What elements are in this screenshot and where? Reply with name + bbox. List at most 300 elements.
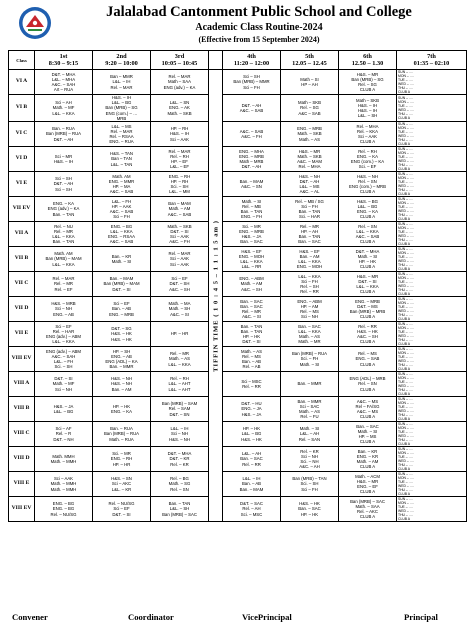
subject-teacher: Rel. – NU — [54, 223, 73, 229]
subject-teacher: D&T. – SI — [112, 286, 131, 292]
subject-teacher: Ban. – KR — [357, 448, 378, 454]
period-cell — [281, 472, 339, 497]
subject-teacher: Sci. – FH — [300, 356, 319, 362]
period-cell — [35, 447, 93, 472]
subject-teacher: ENG. – AK — [169, 105, 190, 111]
subject-teacher: Math. – MF — [52, 105, 75, 111]
subject-teacher: Rel. – KKA — [356, 128, 379, 134]
period-cell — [93, 472, 151, 497]
subject-teacher: Ban. – AM — [111, 386, 132, 392]
subject-teacher: L&L. – KKA — [110, 228, 133, 234]
period-cell — [281, 147, 339, 172]
subject-teacher: Math. – SKB — [167, 223, 192, 229]
period-7-cell — [397, 322, 467, 347]
subject-teacher: H&S. – JA — [241, 411, 262, 417]
subject-teacher: HP. – MA — [112, 184, 131, 190]
principal-signature: Principal — [404, 612, 438, 622]
subject-teacher: Math. – SKB — [297, 153, 322, 159]
subject-teacher: Rel. – NU/SG — [108, 501, 135, 507]
subject-teacher: Math – MRB — [239, 159, 264, 165]
subject-teacher: Rel. – MS — [242, 353, 261, 359]
subject-teacher: HP. – SH — [112, 348, 131, 354]
subject-teacher: THU – …. — [398, 238, 414, 243]
subject-teacher: WED – …. — [398, 159, 415, 164]
subject-teacher: TUE – …. — [398, 205, 413, 210]
period-7-cell — [397, 122, 467, 147]
subject-teacher: ENG. – RH — [168, 173, 191, 179]
subject-teacher: ENG. – BG — [110, 223, 133, 229]
subject-teacher: ENG. – KR — [356, 453, 379, 459]
subject-teacher: Math. – AS — [298, 334, 321, 340]
subject-teacher: ENG. – BG — [52, 506, 75, 512]
subject-teacher: H&S. – TAN — [109, 151, 133, 157]
subject-teacher: Ban. – TAN — [168, 501, 191, 507]
table-row — [9, 472, 467, 497]
subject-teacher: CLUB A — [359, 439, 376, 445]
subject-teacher: Rel – FA/SG — [355, 403, 380, 409]
subject-teacher: Sci – FH — [243, 84, 260, 90]
subject-teacher: L&L. – AHT — [168, 381, 191, 387]
subject-teacher: Rel. – RR — [242, 461, 261, 467]
table-row — [9, 297, 467, 322]
subject-teacher: Sci – SAC — [299, 403, 320, 409]
subject-teacher: Ban. – TAN — [52, 211, 75, 217]
period-number: 3rd — [174, 53, 185, 60]
subject-teacher: CLUB A — [398, 367, 411, 372]
subject-teacher: ENG. – RH — [110, 456, 133, 462]
subject-teacher: CLUB A — [398, 392, 411, 397]
subject-teacher: Math. – AM — [356, 459, 379, 465]
subject-teacher: Ban. – KR — [111, 253, 132, 259]
subject-teacher: Ban – MMR — [110, 74, 133, 80]
subject-teacher: THU – …. — [398, 363, 414, 368]
period-cell — [151, 322, 209, 347]
period-cell — [93, 397, 151, 422]
subject-teacher: L&L. – MHA — [51, 76, 76, 82]
subject-teacher: SUN – …. — [398, 172, 414, 177]
class-name: VI D — [9, 147, 35, 172]
subject-teacher: ENG. – MRB — [109, 311, 134, 317]
subject-teacher: H&S. – IH — [169, 131, 190, 137]
subject-teacher: Rel. – BG — [170, 476, 189, 482]
period-cell — [339, 372, 397, 397]
subject-teacher: WED – …. — [398, 234, 415, 239]
subject-teacher: THU – …. — [398, 513, 414, 518]
subject-teacher: H&S. – HK — [241, 436, 262, 442]
subject-teacher: D&T. – SI — [54, 376, 73, 382]
subject-teacher: Rel. – HAR — [52, 328, 75, 334]
subject-teacher: HP. – RH — [170, 178, 189, 184]
subject-teacher: Rel. – FU — [300, 414, 319, 420]
subject-teacher: Rel. – RR — [300, 289, 319, 295]
period-7-cell — [397, 447, 467, 472]
period-cell — [281, 122, 339, 147]
subject-teacher: ENG. – MRB — [239, 228, 264, 234]
subject-teacher: Ban. – MMR — [297, 381, 322, 387]
subject-teacher: Rel. – RH — [358, 148, 377, 154]
subject-teacher: H&S. – IH — [357, 108, 378, 113]
subject-teacher: HP – AH — [301, 82, 318, 87]
subject-teacher: Ban. – SAC — [240, 298, 263, 304]
period-time: 11:20 – 12:00 — [233, 60, 270, 67]
subject-teacher: L&L. – KKA — [52, 110, 75, 116]
period-cell — [223, 372, 281, 397]
period-cell — [151, 372, 209, 397]
subject-teacher: WED – …. — [398, 334, 415, 339]
subject-teacher: L&L. – MS — [111, 123, 132, 129]
class-name: VIII EV — [9, 497, 35, 522]
subject-teacher: SUN – …. — [398, 322, 414, 327]
subject-teacher: ENG. – KA — [110, 409, 132, 415]
subject-teacher: D&T. – HU — [241, 401, 262, 407]
subject-teacher: Ban. – TAN — [298, 234, 321, 240]
subject-teacher: CLUB A — [398, 142, 411, 147]
period-cell — [339, 272, 397, 297]
subject-teacher: ENG. – ABM — [297, 298, 322, 304]
subject-teacher: D&T. – AH — [299, 178, 320, 184]
period-cell — [223, 297, 281, 322]
subject-teacher: Ban. – RUA — [110, 426, 133, 432]
subject-teacher: Ban (MRB) – RUA — [291, 351, 328, 357]
subject-teacher: Math. – MMH — [50, 481, 77, 487]
subject-teacher: ENG. – JA — [241, 406, 262, 412]
subject-teacher: Sci – AAK — [357, 134, 378, 140]
table-row — [9, 247, 467, 272]
period-cell — [223, 472, 281, 497]
subject-teacher: ENG (ADL) – MRB — [349, 376, 386, 382]
period-cell — [223, 397, 281, 422]
subject-teacher: SUN – …. — [398, 347, 414, 352]
subject-teacher: HP. – RH — [170, 126, 189, 132]
subject-teacher: D&T. – AH — [241, 164, 262, 170]
table-row — [9, 372, 467, 397]
subject-teacher: Rel. – MR — [169, 351, 190, 357]
subject-teacher: MON – …. — [398, 451, 415, 456]
period-cell — [281, 272, 339, 297]
class-name: VII B — [9, 247, 35, 272]
class-name: VIII B — [9, 397, 35, 422]
period-cell — [281, 95, 339, 122]
period-cell — [223, 147, 281, 172]
subject-teacher: Math. – SKB — [297, 131, 322, 137]
subject-teacher: Ban (MRB) – MAM — [103, 281, 140, 287]
class-name: VI A — [9, 70, 35, 95]
subject-teacher: TUE – …. — [398, 255, 413, 260]
subject-teacher: HP. – AAK — [111, 203, 132, 209]
subject-teacher: THU – …. — [398, 138, 414, 143]
subject-teacher: H&S. – HK — [111, 336, 132, 342]
period-cell — [339, 222, 397, 247]
subject-teacher: MON – …. — [398, 226, 415, 231]
period-cell — [151, 247, 209, 272]
subject-teacher: SUN – …. — [398, 422, 414, 427]
period-cell — [223, 422, 281, 447]
subject-teacher: Math. – SI — [111, 259, 132, 265]
subject-teacher: SUN – …. — [398, 197, 414, 202]
class-name: VI B — [9, 95, 35, 122]
subject-teacher: L&L. – BG — [357, 203, 378, 209]
subject-teacher: CLUB A — [359, 339, 376, 345]
subject-teacher: TUE – …. — [398, 430, 413, 435]
subject-teacher: MON – …. — [398, 276, 415, 281]
subject-teacher: ENG. – MHA — [239, 148, 264, 154]
period-cell — [223, 272, 281, 297]
subject-teacher: SUN – …. — [398, 247, 414, 252]
tiffin-column — [209, 70, 223, 522]
subject-teacher: TUE – …. — [398, 455, 413, 460]
subject-teacher: L&L. – KKA — [52, 339, 75, 345]
subject-teacher: H&S. – IH — [357, 102, 378, 108]
subject-teacher: H&S. – EF — [299, 248, 320, 254]
subject-teacher: ENG. – MRB — [355, 298, 380, 304]
subject-teacher: MRB — [116, 115, 127, 121]
subject-teacher: Ban. – SAC — [298, 506, 321, 512]
period-cell — [151, 197, 209, 222]
subject-teacher: ENG. – BG — [52, 501, 75, 507]
period-cell — [281, 197, 339, 222]
subject-teacher: Math. – MMH — [50, 459, 77, 465]
subject-teacher: ENG (adv.) – KA — [47, 206, 80, 212]
subject-teacher: SUN – …. — [398, 372, 414, 377]
subject-teacher: Sci. – SH — [54, 364, 73, 370]
table-row — [9, 222, 467, 247]
subject-teacher: Sci – AH — [55, 100, 72, 106]
class-name: VIII D — [9, 447, 35, 472]
subject-teacher: Math. MMH — [52, 453, 75, 459]
subject-teacher: A&C. – SAB — [109, 209, 134, 215]
subject-teacher: TUE – …. — [398, 380, 413, 385]
routine-title: Academic Class Routine-2024 — [195, 22, 323, 33]
subject-teacher: A&C. – FH — [241, 134, 262, 140]
subject-teacher: Sci – EF — [55, 323, 72, 329]
subject-teacher: CLUB A — [398, 417, 411, 422]
subject-teacher: A&C. – SAB — [355, 234, 380, 240]
subject-teacher: H&S. – NH — [110, 376, 132, 382]
effective-date: (Effective from 15 September 2024) — [198, 35, 320, 44]
subject-teacher: L&L. – AH — [299, 431, 320, 437]
subject-teacher: Rel. – SN — [170, 486, 189, 492]
subject-teacher: SUN – …. — [398, 297, 414, 302]
subject-teacher: WED – …. — [398, 484, 415, 489]
subject-teacher: Rel. – SH — [300, 284, 319, 290]
subject-teacher: Sci. – SH — [300, 481, 319, 487]
subject-teacher: Math. – ACM — [355, 473, 380, 479]
subject-teacher: L&L. – SH — [169, 506, 190, 512]
subject-teacher: H&S. – NH — [356, 173, 378, 179]
class-name: VII D — [9, 297, 35, 322]
subject-teacher: L&L. – EF — [169, 164, 190, 170]
subject-teacher: H&S. – IH — [111, 95, 132, 100]
subject-teacher: CLUB A — [359, 514, 376, 520]
subject-teacher: CLUB A — [359, 386, 376, 392]
subject-teacher: H&S. – JA — [241, 234, 262, 240]
subject-teacher: Rel. – NU/SG — [50, 511, 77, 517]
subject-teacher: THU – …. — [398, 213, 414, 218]
period-cell — [35, 95, 93, 122]
subject-teacher: Sci – EF — [113, 506, 130, 512]
subject-teacher: ENG. – RSAA — [108, 234, 135, 240]
subject-teacher: Art – RUA — [53, 87, 74, 93]
subject-teacher: THU – …. — [398, 338, 414, 343]
subject-teacher: Ban (MRB) – RUA — [45, 131, 82, 137]
period-7-cell — [397, 95, 467, 122]
period-cell — [281, 422, 339, 447]
subject-teacher: H&S. – MR — [298, 148, 321, 154]
period-cell — [93, 122, 151, 147]
subject-teacher: MON – …. — [398, 426, 415, 431]
period-cell — [35, 272, 93, 297]
subject-teacher: A&C. – FH — [169, 239, 190, 245]
subject-teacher: A&C. – SN — [241, 184, 262, 190]
period-cell — [93, 95, 151, 122]
subject-teacher: SUN – …. — [398, 96, 414, 100]
subject-teacher: CLUB A — [359, 264, 376, 270]
subject-teacher: L&L. – KKA — [52, 261, 75, 267]
subject-teacher: CLUB A — [359, 414, 376, 420]
routine-body — [9, 70, 467, 522]
subject-teacher: SUN – …. — [398, 497, 414, 502]
period-cell — [281, 247, 339, 272]
subject-teacher: Sci – NH — [55, 386, 72, 392]
subject-teacher: L&L. – RR — [241, 264, 262, 270]
period-cell — [281, 70, 339, 95]
period-cell — [35, 197, 93, 222]
period-number: 5th — [305, 53, 314, 60]
subject-teacher: WED – …. — [398, 309, 415, 314]
subject-teacher: Ban (MRB) – SG — [105, 105, 138, 111]
subject-teacher: Ban. – TAN — [298, 209, 321, 215]
period-7-cell — [397, 497, 467, 522]
period-cell — [151, 95, 209, 122]
subject-teacher: TUE – …. — [398, 405, 413, 410]
subject-teacher: HP. – HR — [112, 461, 131, 467]
period-cell — [93, 497, 151, 522]
subject-teacher: CLUB A — [359, 139, 376, 145]
subject-teacher: L&L. – TAN — [110, 161, 133, 167]
period-cell — [35, 222, 93, 247]
subject-teacher: Rel. – SG — [300, 105, 319, 111]
subject-teacher: Sci – AAK — [169, 234, 190, 240]
coordinator-signature: Coordinator — [128, 612, 174, 622]
subject-teacher: L&L. – KKA — [298, 273, 321, 279]
subject-teacher: A&C. – SAB — [239, 128, 264, 134]
subject-teacher: MON – …. — [398, 326, 415, 331]
subject-teacher: D&T. – MHA — [51, 71, 76, 77]
class-name: VIII E — [9, 472, 35, 497]
subject-teacher: L&L. – IH — [170, 426, 189, 432]
subject-teacher: Rel. – SAN — [298, 436, 321, 442]
period-7-cell — [397, 147, 467, 172]
subject-teacher: MON – …. — [398, 476, 415, 481]
subject-teacher: Rel. – AB — [242, 364, 261, 370]
convener-signature: Convener — [12, 612, 48, 622]
subject-teacher: TUE – …. — [398, 104, 413, 108]
subject-teacher: Math. AM — [54, 251, 73, 257]
subject-teacher: CLUB A — [398, 442, 411, 447]
period-7-cell — [397, 222, 467, 247]
subject-teacher: Rel. – MR — [53, 228, 74, 234]
subject-teacher: L&L. – AH — [241, 451, 262, 457]
subject-teacher: D&T. – MHA — [355, 248, 380, 254]
subject-teacher: Ban. – SAC — [298, 323, 321, 329]
subject-teacher: ENG. – MMR — [108, 178, 135, 184]
subject-teacher: Math. – SI — [241, 198, 262, 204]
period-cell — [223, 322, 281, 347]
period-time: 12.50 – 1.30 — [351, 60, 384, 67]
subject-teacher: Ban. – AB — [241, 359, 262, 365]
subject-teacher: L&L. – MM — [169, 189, 190, 195]
subject-teacher: Rel. – RR — [242, 384, 261, 390]
signature-footer — [0, 612, 474, 626]
subject-teacher: D&T. – SAC — [240, 501, 263, 507]
subject-teacher: Rel. – MS — [358, 351, 377, 357]
period-cell — [93, 297, 151, 322]
subject-teacher: Ban. – SAC — [240, 456, 263, 462]
period-cell — [35, 372, 93, 397]
period-cell — [151, 272, 209, 297]
subject-teacher: Rel. – MB / SG — [295, 198, 324, 204]
table-row — [9, 272, 467, 297]
subject-teacher: D&T. – SI — [170, 228, 189, 234]
period-cell — [339, 172, 397, 197]
subject-teacher: CLUB A — [398, 192, 411, 197]
subject-teacher: Rel. – MR — [241, 309, 262, 315]
period-number: 4th — [247, 53, 256, 60]
subject-teacher: SUN – …. — [398, 447, 414, 452]
subject-teacher: HP. – HK — [358, 259, 377, 265]
period-cell — [93, 422, 151, 447]
subject-teacher: Math. – SAA — [355, 503, 380, 509]
period-header-3 — [151, 51, 209, 70]
subject-teacher: ENG. – RUA — [109, 139, 134, 145]
subject-teacher: Sci – EF — [113, 301, 130, 307]
period-cell — [339, 422, 397, 447]
class-name: VIII C — [9, 422, 35, 447]
subject-teacher: HP. – AH — [300, 228, 319, 234]
period-cell — [35, 397, 93, 422]
period-cell — [151, 297, 209, 322]
period-cell — [35, 147, 93, 172]
subject-teacher: Math. – SI — [299, 426, 320, 432]
subject-teacher: MON – …. — [398, 401, 415, 406]
subject-teacher: CLUB A — [398, 492, 411, 497]
subject-teacher: Ban – MAM — [168, 201, 191, 207]
subject-teacher: H&S. – MR — [356, 71, 379, 77]
subject-teacher: SUN – …. — [398, 222, 414, 227]
subject-teacher: TUE – …. — [398, 78, 413, 82]
period-cell — [151, 472, 209, 497]
class-name: VII A — [9, 222, 35, 247]
subject-teacher: H&S. – NH — [110, 381, 132, 387]
subject-teacher: Sci – AKC — [111, 481, 132, 487]
period-cell — [151, 397, 209, 422]
subject-teacher: Sci – NH — [301, 314, 318, 320]
subject-teacher: H&S. – MR — [356, 273, 379, 279]
subject-teacher: L&L. – KKA — [298, 328, 321, 334]
subject-teacher: Math – SKB — [356, 97, 379, 103]
subject-teacher: H&S. – SN — [111, 476, 132, 482]
subject-teacher: Math – SI — [300, 76, 319, 82]
subject-teacher: Math. – AS — [298, 136, 321, 142]
subject-teacher: Ban. – AB — [111, 306, 132, 312]
subject-teacher: Rel. – SN — [358, 223, 377, 229]
subject-teacher: Ban. – MAM — [109, 276, 134, 282]
subject-teacher: ENG (adv.) – ABM — [45, 334, 82, 340]
period-7-cell — [397, 297, 467, 322]
subject-teacher: ENG. – MOH — [238, 253, 265, 259]
subject-teacher: Ban. – MAM — [239, 486, 264, 492]
subject-teacher: Ban (MRB) – SAC — [162, 511, 197, 517]
